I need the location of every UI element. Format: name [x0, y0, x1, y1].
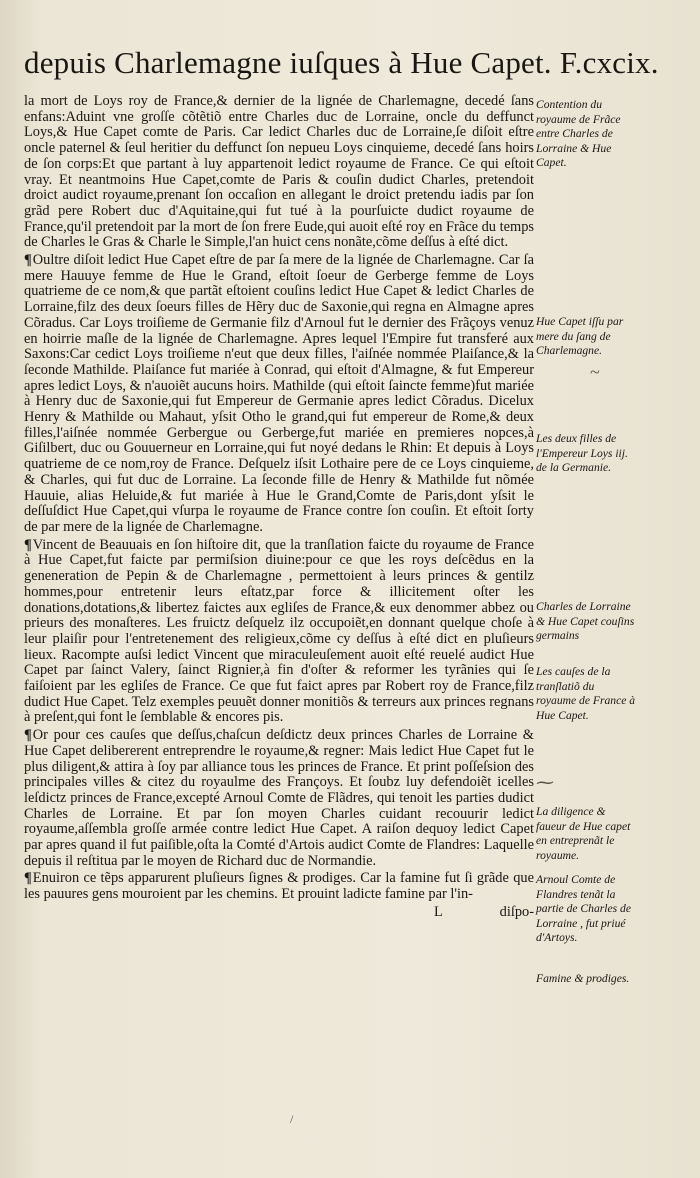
paragraph-4-text: Or pour ces cauſes que deſſus,chaſcun deſdictz deux princes Charles de Lorraine & Hue Capet delibererent entreprendre le royaume,& regner: Mais ledict Hue Capet fut le plus diligent,& attira à ſoy par alliance tous les princes de France. Et print poſſeſsion des principales villes & citez du royaulme des Françoys. Et ſoubz luy defendoiẽt icelles leſdictz princes de France,excepté Arnoul Comte de Flãdres, qui tenoit les parties dudict Charles de Lorraine. Et par ſon moyen Charles cuidant recouurir ledict royaume,aſſembla groſſe armée contre ledict Hue Capet. A raiſon dequoy ledict Capet par apres quand il fut paiſible,oſta la Comté d'Artois audict Comte de Flandres: Laquelle depuis il reſtitua par le moyen de Richard duc de Normandie.: [24, 727, 534, 869]
body-text: [24, 94, 534, 921]
pilcrow-icon: ¶: [24, 870, 32, 887]
sidenote-3: Les deux filles de l'Empereur Loys iij. de la Germanie.: [536, 432, 628, 474]
sidenote-1: Contention du royaume de Frãce entre Charles de Lorraine & Hue Capet.: [536, 98, 621, 169]
sidenote-6: La diligence & faueur de Hue capet en entreprenãt le royaume.: [536, 805, 631, 862]
ink-mark-icon: ⁓: [536, 772, 554, 792]
paragraph-2-text: Oultre diſoit ledict Hue Capet eſtre de par ſa mere de la lignée de Charlemagne. Car ſa mere Hauuye femme de Hue le Grand, eſtoit ſoeur de Gerberge femme de Loys quatrieme de ce nom,& que partãt eſtoient couſins ledict Hue Capet & ledict Charles de Lorraine,filz des deux ſoeurs filles de Hẽry duc de Saxonie,qui regna en Almagne apres Cõradus. Car Loys troiſieme de Germanie filz d'Arnoul fut le dernier des Frãçoys venuz en hoirrie maſle de la lignée de Charlemagne. Apres lequel l'Empire fut transferé aux Saxons:Car cedict Loys troiſieme n'eut que deux filles, l'aiſnée nommée Plaiſance,& la ſeconde Mathilde. Plaiſance fut mariée à Conrad, qui eſtoit d'Almagne, & fut Empereur apres ledict Loys, & n'auoiẽt aucuns hoirs. Mathilde (qui eſtoit ſaincte femme)fut mariée à Henry duc de Saxonie,qui fut Empereur de Germanie apres ledict Cõradus. Dicelux Henry & Mathilde ou Mahaut, yſsit Otho le grand,qui fut empereur de Rome,& deux filles,l'aiſnée nommée Gerbergue ou Gerberge,fut mariée en premieres nopces,à Giſilbert, duc ou Gouuerneur en Lorraine,qui fut noyé dedans le Rhin: Et depuis à Loys quatrieme de ce nom,roy de France. Deſquelz iſsit Lothaire pere de ce Loys cinquieme, & Charles, qui fut duc de Lorraine. La ſeconde fille de Henry & Mathilde fut nõmée Hauuie, alias Heluide,& fut mariée à Hue le Grand,Comte de Paris,dont yſsit le deſſuſdict Hue Capet,qui vſurpa le royaume de France contre ſon couſin. Et eſtoit ſorty de par mere de la lignée de Charlemagne.: [24, 252, 534, 535]
sidenote-4: Charles de Lorraine & Hue Capet couſins germains: [536, 600, 635, 642]
paragraph-3-text: Vincent de Beauuais en ſon hiſtoire dit, que la tranſlation faicte du royaume de France à Hue Capet,fut faicte par permiſsion diuine:pour ce que les roys deſcẽdus en la geneneration de Pepin & de Charlemagne , permettoient à leurs princes & gentilz hommes,pour entretenir leurs eſtatz,par force & illicitement oſter les donations,dotations,& libertez faictes aux egliſes de France,& eux denommer abbez ou prieurs des monaſteres. Les fruictz deſquelz ilz occupoiẽt,en donnant quelque choſe à leur plaiſir pour l'entretenement des religieux,cõme cy deſſus à eſté dict en pluſieurs lieux. Racompte auſsi ledict Vincent que miraculeuſement auoit eſté reuelé audict Hue Capet par ſainct Valery, ſainct Rignier,à fin d'oſter & reformer les tyrãnies qui ſe faiſoient par les egliſes de France. Ce que fut faict apres par Robert roy de France,filz dudict Hue Capet. Telz exemples peuuẽt donner monitiõs & terreurs aux princes regnans à preſent,qui font le ſemblable & encores pis.: [24, 536, 534, 726]
paragraph-5: [24, 871, 534, 902]
running-header: depuis Charlemagne iuſques à Hue Capet. F.cxcix.: [24, 45, 659, 80]
sidenote-5: Les cauſes de la tranſlatiõ du royaume de France à Hue Capet.: [536, 665, 636, 722]
paragraph-1-text: la mort de Loys roy de France,& dernier de la lignée de Charlemagne, decedé ſans enfans:Aduint vne groſſe cõtẽtiõ entre Charles duc de Lorraine, oncle du deffunct Loys,& Hue Capet comte de Paris. Car ledict Charles duc de Lorraine,ſe diſoit eſtre oncle paternel & ſeul heritier du deffunct ſon nepueu Loys cinquieme, decedé ſans hoirs de ſon corps:Et que partant à luy appartenoit ledict royaume de France. Ce qui eſtoit vray. Et neantmoins Hue Capet,comte de Paris & couſin dudict Charles, pretendoit droict audict royaume,prenant ſon occaſion en allegant le droict pretendu iadis par ſon grãd pere Robert duc d'Aquitaine,qui fut tué à la pourſuicte dudict royaume de France,qu'il pretendoit par la mort de ſon frere Eude,qui auoit eſté roy en Frãce du temps de Charles le Gras & Charle le Simple,l'an huict cens nonãte,cõme deſſus à eſté dict.: [24, 93, 534, 251]
signature-mark: L: [434, 903, 443, 920]
paragraph-3: [24, 538, 534, 726]
paragraph-2: [24, 253, 534, 536]
ink-mark-icon: ~: [590, 362, 600, 382]
pilcrow-icon: ¶: [24, 536, 32, 553]
pilcrow-icon: ¶: [24, 727, 32, 744]
ink-mark-icon: /: [290, 1112, 294, 1126]
catchword: diſpo-: [499, 903, 534, 920]
paragraph-4: [24, 728, 534, 869]
sidenote-7: Arnoul Comte de Flandres tenãt la partie de Charles de Lorraine , fut priué d'Artoys.: [536, 873, 631, 944]
signature-line: [24, 905, 534, 921]
paragraph-5-text: Enuiron ce tẽps apparurent pluſieurs ſignes & prodiges. Car la famine fut ſi grãde que les pauures gens mouroient par les chemins. Et prouint ladicte famine par l'in-: [24, 870, 534, 903]
sidenote-2: Hue Capet iſſu par mere du ſang de Charlemagne.: [536, 315, 624, 357]
paragraph-1: [24, 94, 534, 251]
pilcrow-icon: ¶: [24, 252, 32, 269]
sidenote-8: Famine & prodiges.: [536, 972, 630, 985]
